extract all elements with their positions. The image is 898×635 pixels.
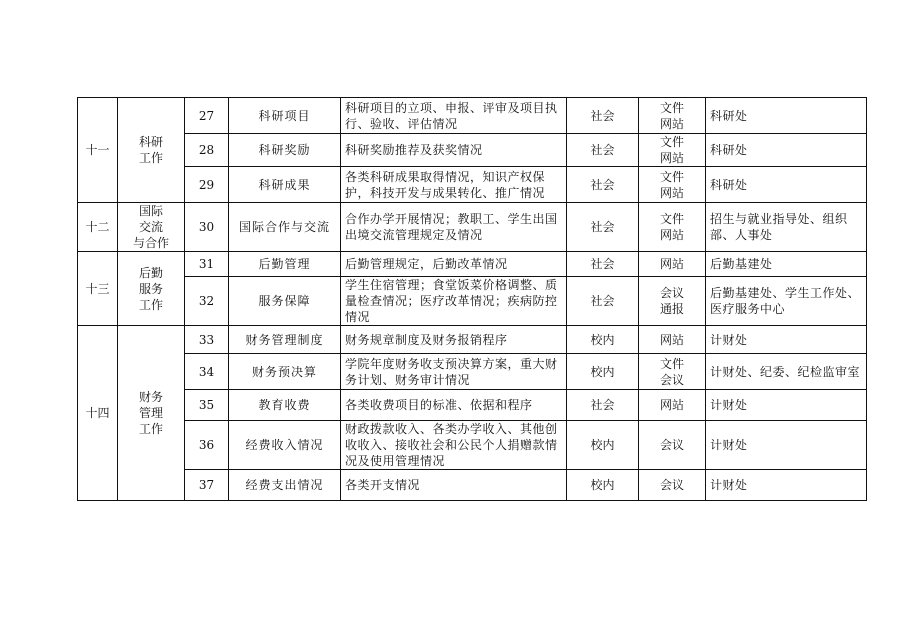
category-number: 十一	[78, 98, 118, 203]
category-name-line: 工作	[138, 297, 163, 312]
category-name	[118, 326, 185, 501]
disclosure-channel	[639, 470, 706, 501]
disclosure-content: 学生住宿管理；食堂饭菜价格调整、质量检查情况；医疗改革情况；疾病防控情况	[341, 277, 567, 326]
channel-line: 网站	[659, 185, 684, 200]
disclosure-content: 各类收费项目的标准、依据和程序	[341, 390, 567, 421]
responsible-department: 科研处	[706, 98, 867, 134]
item-name: 财务预决算	[229, 354, 341, 390]
table-row	[78, 421, 867, 470]
category-name-line: 财务	[138, 390, 163, 404]
category-name	[118, 98, 185, 203]
table-row	[78, 326, 867, 354]
item-name: 科研奖励	[229, 134, 341, 167]
disclosure-channel	[639, 421, 706, 470]
item-number: 36	[185, 421, 229, 470]
disclosure-table	[77, 97, 867, 501]
item-name: 教育收费	[229, 390, 341, 421]
table-row	[78, 277, 867, 326]
disclosure-content: 财务规章制度及财务报销程序	[341, 326, 567, 354]
disclosure-channel	[639, 277, 706, 326]
responsible-department: 招生与就业指导处、组织部、人事处	[706, 203, 867, 252]
table-row	[78, 390, 867, 421]
channel-line: 网站	[659, 332, 684, 347]
item-name: 经费支出情况	[229, 470, 341, 501]
responsible-department: 科研处	[706, 167, 867, 203]
channel-line: 网站	[659, 116, 684, 131]
disclosure-scope: 社会	[567, 203, 639, 252]
item-number: 28	[185, 134, 229, 167]
disclosure-scope: 社会	[567, 252, 639, 277]
item-name: 财务管理制度	[229, 326, 341, 354]
table-row	[78, 98, 867, 134]
responsible-department: 计财处	[706, 470, 867, 501]
table-row	[78, 134, 867, 167]
disclosure-scope: 校内	[567, 421, 639, 470]
category-name	[118, 252, 185, 326]
disclosure-scope: 社会	[567, 390, 639, 421]
category-name-line: 交流	[138, 220, 163, 234]
channel-line: 文件	[659, 356, 684, 371]
item-name: 服务保障	[229, 277, 341, 326]
disclosure-scope: 社会	[567, 167, 639, 203]
channel-line: 会议	[659, 438, 684, 452]
item-name: 科研成果	[229, 167, 341, 203]
category-name	[118, 203, 185, 252]
category-name-line: 与合作	[132, 236, 169, 250]
category-number: 十二	[78, 203, 118, 252]
channel-line: 文件	[659, 169, 684, 184]
disclosure-scope: 校内	[567, 354, 639, 390]
channel-line: 网站	[659, 257, 684, 271]
category-name-line: 管理	[138, 406, 163, 420]
disclosure-content: 各类科研成果取得情况，知识产权保护，科技开发与成果转化、推广情况	[341, 167, 567, 203]
disclosure-content: 各类开支情况	[341, 470, 567, 501]
responsible-department: 科研处	[706, 134, 867, 167]
item-number: 31	[185, 252, 229, 277]
item-name: 国际合作与交流	[229, 203, 341, 252]
table-row	[78, 167, 867, 203]
channel-line: 会议	[659, 478, 684, 492]
channel-line: 网站	[659, 228, 684, 242]
item-number: 32	[185, 277, 229, 326]
disclosure-content: 合作办学开展情况；教职工、学生出国出境交流管理规定及情况	[341, 203, 567, 252]
item-number: 27	[185, 98, 229, 134]
disclosure-scope: 校内	[567, 326, 639, 354]
channel-line: 文件	[659, 100, 684, 115]
item-name: 经费收入情况	[229, 421, 341, 470]
table-body	[78, 98, 867, 501]
disclosure-scope: 社会	[567, 277, 639, 326]
item-name: 后勤管理	[229, 252, 341, 277]
channel-line: 会议	[659, 286, 684, 300]
channel-line: 网站	[659, 151, 684, 165]
item-number: 29	[185, 167, 229, 203]
disclosure-channel	[639, 134, 706, 167]
channel-line: 文件	[659, 135, 684, 149]
disclosure-content: 科研项目的立项、申报、评审及项目执行、验收、评估情况	[341, 98, 567, 134]
disclosure-channel	[639, 252, 706, 277]
category-name-line: 科研	[138, 135, 163, 149]
category-number: 十四	[78, 326, 118, 501]
category-name-line: 工作	[138, 151, 163, 165]
responsible-department: 后勤基建处	[706, 252, 867, 277]
table-row	[78, 470, 867, 501]
category-name-line: 服务	[138, 281, 163, 296]
item-number: 34	[185, 354, 229, 390]
item-number: 33	[185, 326, 229, 354]
disclosure-channel	[639, 354, 706, 390]
category-number: 十三	[78, 252, 118, 326]
table-row	[78, 354, 867, 390]
disclosure-content: 财政拨款收入、各类办学收入、其他创收收入、接收社会和公民个人捐赠款情况及使用管理情况	[341, 421, 567, 470]
item-number: 35	[185, 390, 229, 421]
responsible-department: 后勤基建处、学生工作处、医疗服务中心	[706, 277, 867, 326]
category-name-line: 国际	[138, 204, 163, 218]
disclosure-content: 科研奖励推荐及获奖情况	[341, 134, 567, 167]
disclosure-channel	[639, 326, 706, 354]
disclosure-content: 后勤管理规定，后勤改革情况	[341, 252, 567, 277]
category-name-line: 后勤	[138, 265, 163, 280]
disclosure-channel	[639, 98, 706, 134]
responsible-department: 计财处	[706, 326, 867, 354]
responsible-department: 计财处、纪委、纪检监审室	[706, 354, 867, 390]
channel-line: 通报	[659, 302, 684, 316]
disclosure-content: 学院年度财务收支预决算方案，重大财务计划、财务审计情况	[341, 354, 567, 390]
item-number: 30	[185, 203, 229, 252]
table-row	[78, 203, 867, 252]
channel-line: 会议	[659, 372, 684, 387]
disclosure-scope: 社会	[567, 134, 639, 167]
disclosure-scope: 校内	[567, 470, 639, 501]
channel-line: 网站	[659, 398, 684, 412]
item-number: 37	[185, 470, 229, 501]
item-name: 科研项目	[229, 98, 341, 134]
disclosure-channel	[639, 203, 706, 252]
responsible-department: 计财处	[706, 390, 867, 421]
disclosure-scope: 社会	[567, 98, 639, 134]
disclosure-channel	[639, 390, 706, 421]
channel-line: 文件	[659, 212, 684, 226]
table-row	[78, 252, 867, 277]
disclosure-channel	[639, 167, 706, 203]
category-name-line: 工作	[138, 422, 163, 436]
responsible-department: 计财处	[706, 421, 867, 470]
